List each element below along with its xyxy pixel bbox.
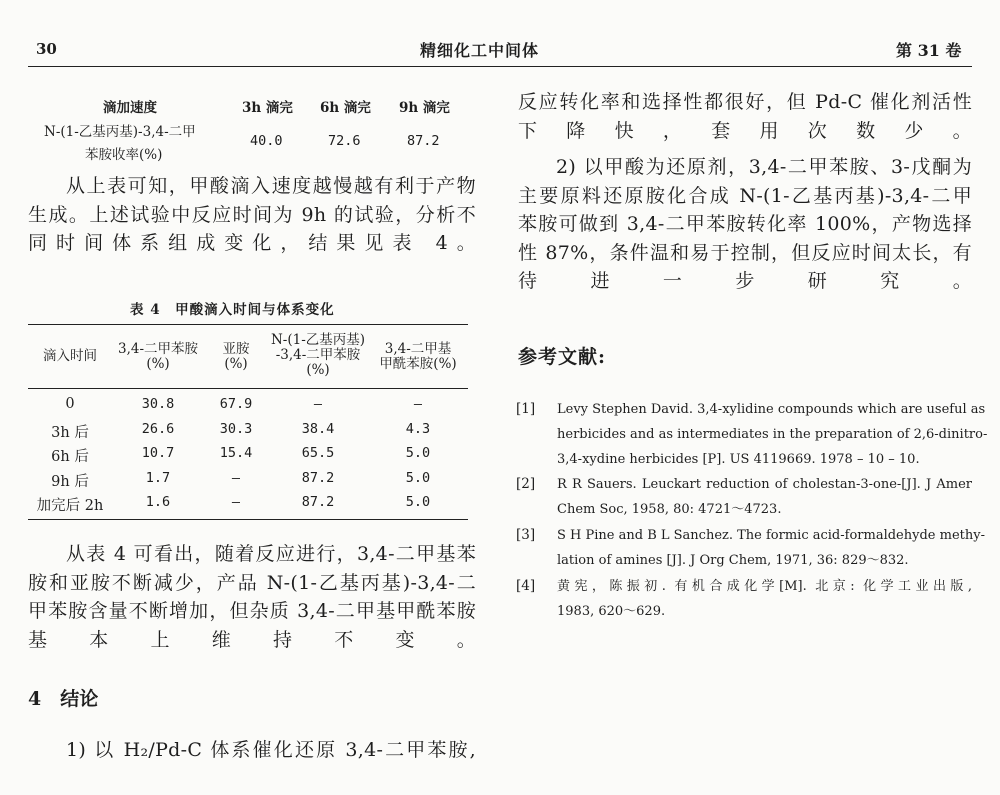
table4-row-label: 0 bbox=[65, 396, 75, 412]
rate-table-cell: 40.0 bbox=[250, 133, 283, 149]
reference-text-line: R R Sauers. Leuckart reduction of cholestan-3-one-[J]. J Amer bbox=[557, 477, 972, 492]
table4-cell: 1.7 bbox=[145, 469, 171, 486]
text-line: 反应转化率和选择性都很好，但 Pd-C 催化剂活性 bbox=[518, 91, 972, 113]
paragraph-table-discussion bbox=[28, 172, 476, 258]
rate-table-col-label: 滴加速度 bbox=[103, 100, 157, 116]
text-line: 从上表可知，甲酸滴入速度越慢越有利于产物 bbox=[66, 175, 476, 197]
table4-cell: 4.3 bbox=[405, 420, 431, 437]
rate-table-cell: 72.6 bbox=[328, 133, 361, 149]
text-line: 待进一步研究。 bbox=[518, 270, 972, 292]
reference-text-line: 黄宪，陈振初. 有机合成化学[M]. 北京: 化学工业出版, bbox=[557, 579, 972, 594]
reference-text-line: lation of amines [J]. J Org Chem, 1971, 36: 829～832. bbox=[557, 553, 909, 568]
table4-header-cell: N-(1-乙基丙基) -3,4-二甲苯胺 (%) bbox=[270, 332, 366, 378]
reference-number: [4] bbox=[516, 578, 536, 594]
table4-row-label: 3h 后 bbox=[51, 424, 89, 441]
table4-cell: 87.2 bbox=[301, 494, 335, 510]
reference-text-line: S H Pine and B L Sanchez. The formic acid-formaldehyde methy- bbox=[557, 528, 985, 543]
table4-header-cell: 3,4-二甲苯胺 (%) bbox=[117, 341, 199, 372]
table4-header-cell: 3,4-二甲基 甲酰苯胺(%) bbox=[379, 341, 457, 372]
rate-table-cell: 87.2 bbox=[407, 133, 440, 149]
reference-number: [2] bbox=[516, 476, 536, 492]
table4-bottom-rule bbox=[28, 519, 468, 520]
reference-text-line: 1983, 620～629. bbox=[557, 604, 666, 619]
text-line: 性 87%，条件温和易于控制，但反应时间太长，有 bbox=[518, 241, 972, 264]
reference-number: [1] bbox=[516, 401, 536, 417]
journal-title: 精细化工中间体 bbox=[420, 41, 540, 60]
table4-row-label: 6h 后 bbox=[51, 449, 89, 465]
rate-table-row-label: N-(1-乙基丙基)-3,4-二甲 bbox=[44, 124, 196, 140]
table4-cell: 15.4 bbox=[219, 445, 253, 461]
text-line: 苯胺可做到 3,4-二甲苯胺转化率 100%，产物选择 bbox=[518, 213, 972, 235]
paragraph-conclusion-1 bbox=[28, 736, 476, 765]
text-line: 基本上维持不变。 bbox=[28, 628, 476, 651]
text-line: 1) 以 H₂/Pd-C 体系催化还原 3,4-二甲苯胺, bbox=[66, 739, 476, 761]
table4-header-cell: 亚胺 (%) bbox=[222, 341, 250, 372]
table4-cell: 67.9 bbox=[219, 396, 253, 412]
table4-caption: 表 4 甲酸滴入时间与体系变化 bbox=[130, 302, 335, 318]
reference-number: [3] bbox=[516, 527, 536, 543]
rate-table-header: 3h 滴完 bbox=[242, 100, 293, 116]
reference-text-line: Chem Soc, 1958, 80: 4721～4723. bbox=[557, 502, 782, 517]
table4-cell: – bbox=[413, 396, 423, 412]
table4-cell: 26.6 bbox=[141, 420, 175, 437]
rate-table-row-label: 苯胺收率(%) bbox=[85, 147, 163, 163]
table4-row-label: 加完后 2h bbox=[36, 498, 104, 514]
table4-row-label: 9h 后 bbox=[51, 473, 89, 490]
header-rule bbox=[28, 66, 972, 67]
reference-text-line: Levy Stephen David. 3,4-xylidine compounds which are useful as bbox=[557, 402, 986, 417]
table4-cell: 5.0 bbox=[405, 469, 431, 486]
paragraph-table4-discussion bbox=[28, 540, 476, 654]
table4-cell: – bbox=[231, 469, 241, 486]
table4-cell: 30.3 bbox=[219, 420, 253, 437]
text-line: 生成。上述试验中反应时间为 9h 的试验，分析不 bbox=[28, 203, 476, 226]
table4-top-rule bbox=[28, 324, 468, 325]
table4-cell: 30.8 bbox=[141, 396, 175, 412]
paragraph-conclusion-2 bbox=[518, 153, 972, 296]
reference-text-line: 3,4-xydine herbicides [P]. US 4119669. 1978 – 10 – 10. bbox=[557, 452, 920, 467]
text-line: 甲苯胺含量不断增加，但杂质 3,4-二甲基甲酰苯胺 bbox=[28, 600, 476, 622]
table4-cell: 87.2 bbox=[301, 469, 335, 486]
table4-cell: – bbox=[313, 396, 323, 412]
volume-label: 第 31 卷 bbox=[896, 41, 962, 60]
table4-cell: 38.4 bbox=[301, 420, 335, 437]
rate-table-header: 9h 滴完 bbox=[399, 100, 450, 116]
text-line: 下降快，套用次数少。 bbox=[518, 119, 972, 142]
table4-cell: 5.0 bbox=[405, 494, 431, 510]
text-line: 同时间体系组成变化，结果见表 4。 bbox=[28, 232, 476, 254]
page-number: 30 bbox=[36, 40, 57, 58]
text-line: 从表 4 可看出，随着反应进行，3,4-二甲基苯 bbox=[66, 543, 476, 565]
table4-header-rule bbox=[28, 388, 468, 389]
table4-cell: – bbox=[231, 494, 241, 510]
text-line: 主要原料还原胺化合成 N-(1-乙基丙基)-3,4-二甲 bbox=[518, 184, 972, 207]
reference-text-line: herbicides and as intermediates in the preparation of 2,6-dinitro- bbox=[557, 427, 988, 442]
table4-cell: 65.5 bbox=[301, 445, 335, 461]
paragraph-conclusion-1-cont bbox=[518, 88, 972, 145]
table4-header-cell: 滴入时间 bbox=[43, 348, 97, 364]
table4-cell: 10.7 bbox=[141, 445, 175, 461]
table4-cell: 1.6 bbox=[145, 494, 171, 510]
rate-table-header: 6h 滴完 bbox=[320, 100, 371, 116]
table4-cell: 5.0 bbox=[405, 445, 431, 461]
text-line: 胺和亚胺不断减少，产品 N-(1-乙基丙基)-3,4-二 bbox=[28, 571, 476, 594]
section-heading-conclusion: 4 结论 bbox=[28, 688, 99, 710]
text-line: 2) 以甲酸为还原剂，3,4-二甲苯胺、3-戊酮为 bbox=[556, 156, 972, 178]
references-title: 参考文献: bbox=[518, 346, 607, 368]
